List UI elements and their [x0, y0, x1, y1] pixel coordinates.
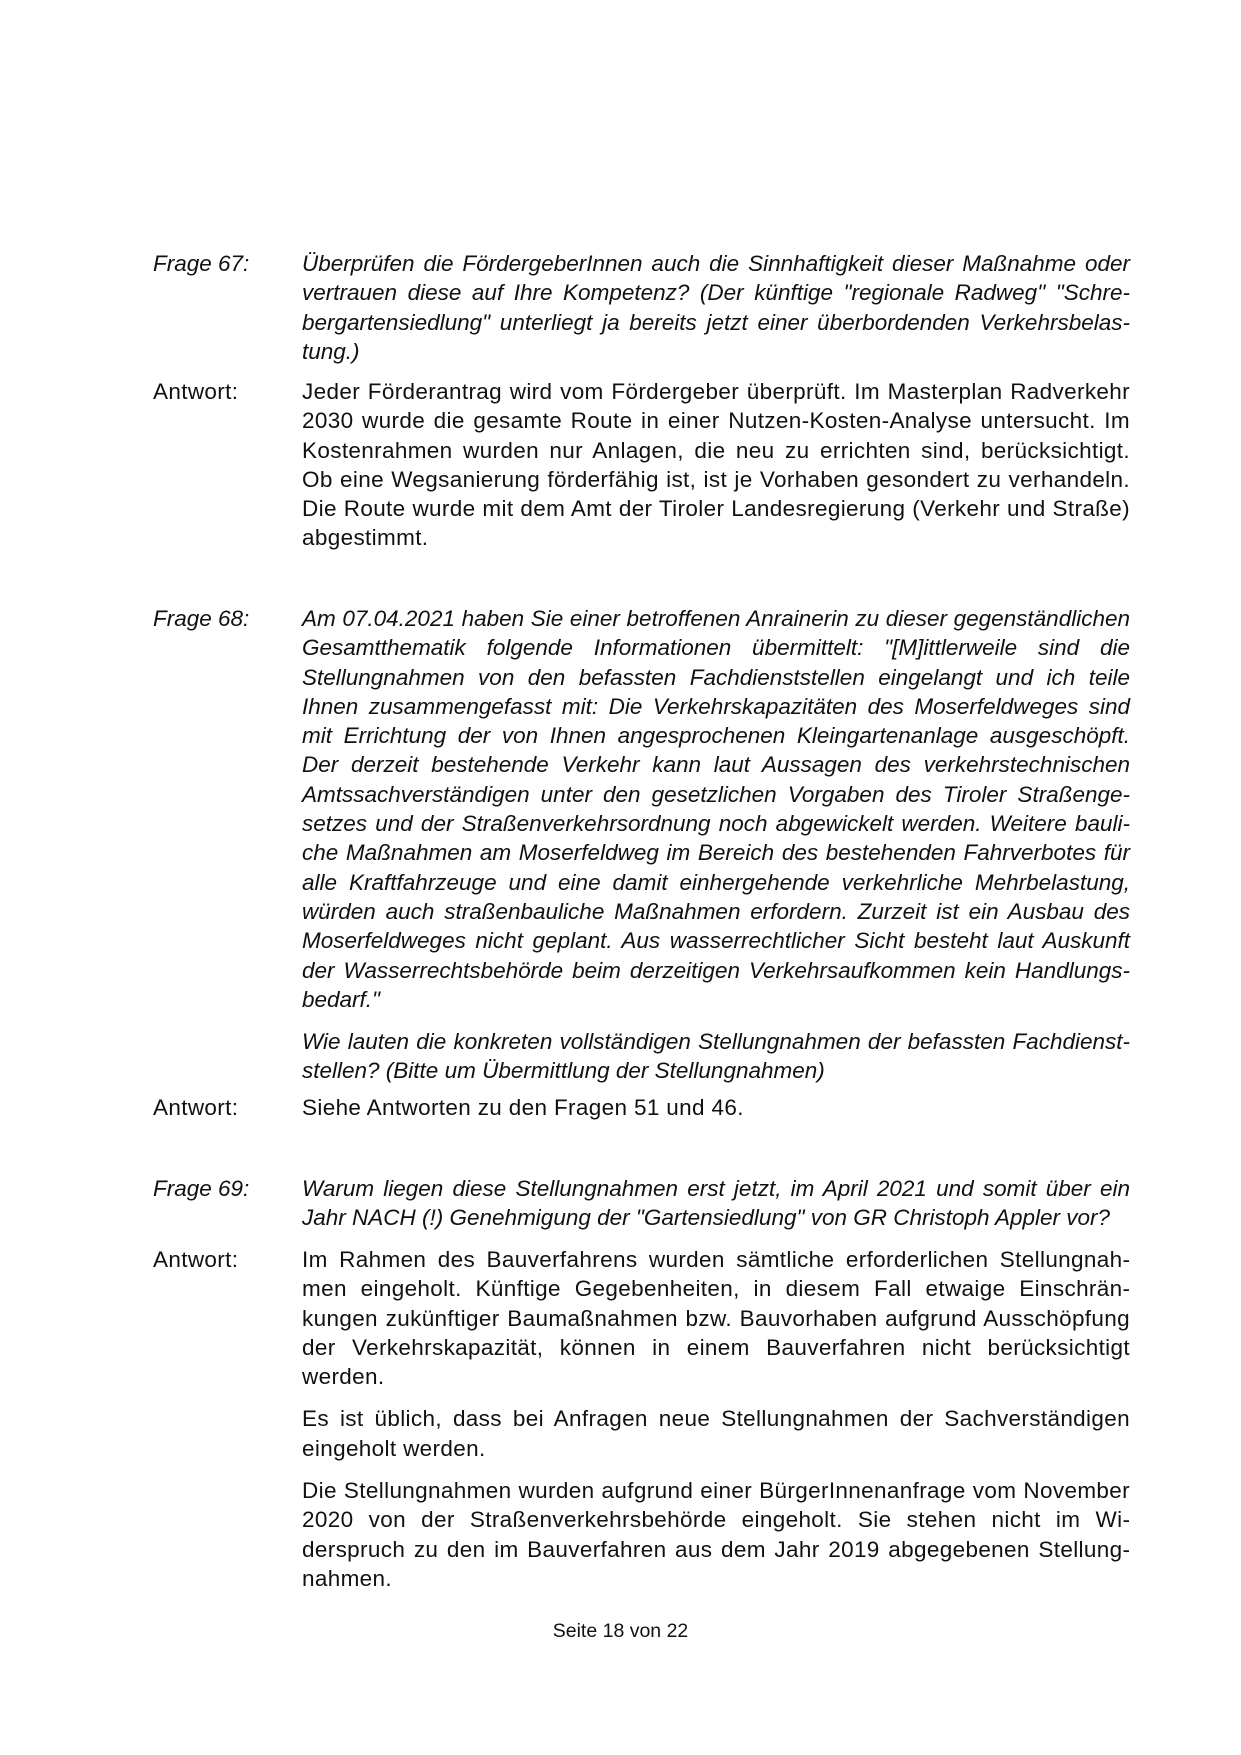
answer-paragraph: Siehe Antworten zu den Fragen 51 und 46.	[302, 1095, 744, 1120]
answer-row	[153, 1245, 1133, 1593]
question-paragraph: Wie lauten die konkreten vollständigen Stellungnahmen der befassten Fachdienststellen? (Bitte um Übermittlung der Stellungnahmen)	[302, 1029, 1130, 1084]
page-number: Seite 18 von 22	[552, 1620, 689, 1642]
answer-row	[153, 377, 1133, 553]
question-text	[302, 1174, 1130, 1233]
answer-text	[302, 1093, 1130, 1122]
question-paragraph: Warum liegen diese Stellungnahmen erst jetzt, im April 2021 und somit über ein Jahr NACH (!) Genehmigung der "Gartensiedlung" von GR Christoph Appler vor?	[302, 1176, 1130, 1231]
answer-text	[302, 377, 1130, 553]
answer-68	[153, 1093, 1133, 1122]
answer-67	[153, 377, 1133, 553]
question-row	[153, 1174, 1133, 1233]
answer-text	[302, 1245, 1130, 1593]
answer-label: Antwort:	[153, 1095, 239, 1120]
question-69	[153, 1174, 1133, 1233]
question-row	[153, 604, 1133, 1086]
question-label: Frage 69:	[153, 1176, 250, 1201]
answer-label: Antwort:	[153, 1247, 239, 1272]
question-67	[153, 249, 1133, 366]
answer-label: Antwort:	[153, 379, 239, 404]
question-label: Frage 68:	[153, 606, 250, 631]
question-68	[153, 604, 1133, 1086]
question-label: Frage 67:	[153, 251, 250, 276]
question-text	[302, 604, 1130, 1086]
question-text	[302, 249, 1130, 366]
answer-paragraph: Die Stellungnahmen wurden aufgrund einer BürgerInnenanfrage vom November 2020 von der Straßenverkehrsbehörde eingeholt. Sie stehen nicht im Widerspruch zu den im Bauverfahren aus dem Jahr 2019 abgegebenen Stellungnahmen.	[302, 1478, 1130, 1591]
answer-paragraph: Jeder Förderantrag wird vom Fördergeber überprüft. Im Masterplan Radverkehr 2030 wurde die gesamte Route in einer Nutzen-Kosten-Analyse untersucht. Im Kostenrahmen wurden nur Anlagen, die neu zu errichten sind, berücksichtigt. Ob eine Wegsanierung förderfähig ist, ist je Vorhaben gesondert zu verhandeln. Die Route wurde mit dem Amt der Tiroler Landesregierung (Verkehr und Straße) abgestimmt.	[302, 379, 1130, 551]
question-row	[153, 249, 1133, 366]
answer-row	[153, 1093, 1133, 1122]
answer-69	[153, 1245, 1133, 1593]
answer-paragraph: Es ist üblich, dass bei Anfragen neue Stellungnahmen der Sachverständigen eingeholt werden.	[302, 1406, 1130, 1461]
question-paragraph: Am 07.04.2021 haben Sie einer betroffenen Anrainerin zu dieser gegenständlichen Gesamtthematik folgende Informationen übermittelt: "[M]ittlerweile sind die Stellungnahmen von den befassten Fachdienststellen eingelangt und ich teile Ihnen zusammengefasst mit: Die Verkehrskapazitäten des Moserfeldweges sind mit Errichtung der von Ihnen angesprochenen Kleingartenanlage ausgeschöpft. Der derzeit bestehende Verkehr kann laut Aussagen des verkehrstechnischen Amtssachverständigen unter den gesetzlichen Vorgaben des Tiroler Straßengesetzes und der Straßenverkehrsordnung noch abgewickelt werden. Weitere bauliche Maßnahmen am Moserfeldweg im Bereich des bestehenden Fahrverbotes für alle Kraftfahrzeuge und eine damit einhergehende verkehrliche Mehrbelastung, würden auch straßenbauliche Maßnahmen erfordern. Zurzeit ist ein Ausbau des Moserfeldweges nicht geplant. Aus wasserrechtlicher Sicht besteht laut Auskunft der Wasserrechtsbehörde beim derzeitigen Verkehrsaufkommen kein Handlungsbedarf."	[302, 606, 1130, 1012]
question-paragraph: Überprüfen die FördergeberInnen auch die Sinnhaftigkeit dieser Maßnahme oder vertrauen diese auf Ihre Kompetenz? (Der künftige "regionale Radweg" "Schrebergartensiedlung" unterliegt ja bereits jetzt einer überbordenden Verkehrsbelastung.)	[302, 251, 1130, 364]
answer-paragraph: Im Rahmen des Bauverfahrens wurden sämtliche erforderlichen Stellungnahmen eingeholt. Künftige Gegebenheiten, in diesem Fall etwaige Einschränkungen zukünftiger Baumaßnahmen bzw. Bauvorhaben aufgrund Ausschöpfung der Verkehrskapazität, können in einem Bauverfahren nicht berücksichtigt werden.	[302, 1247, 1130, 1390]
